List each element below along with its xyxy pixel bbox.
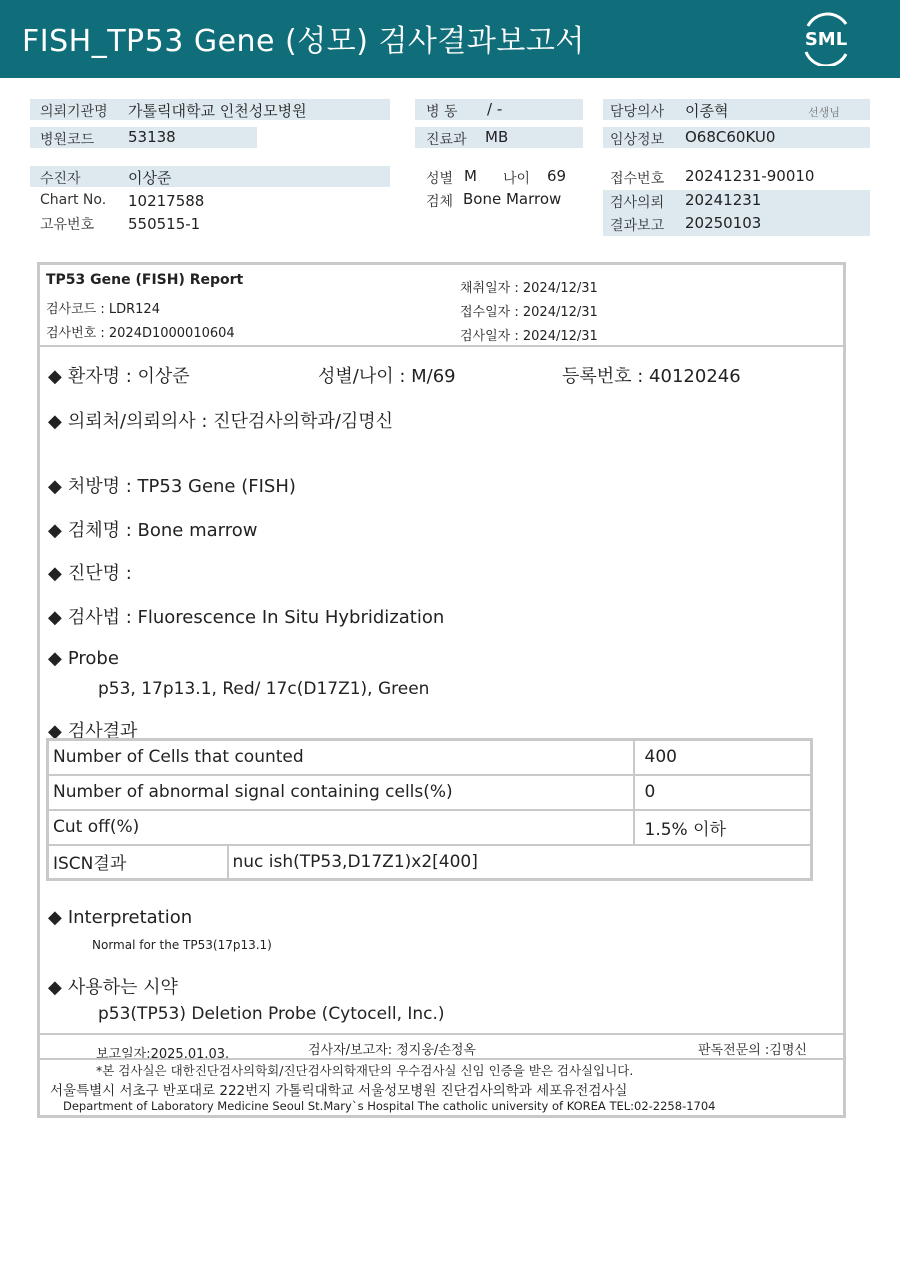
- iscn-label: ISCN결과: [48, 845, 228, 880]
- receipt-no-label: 접수번호: [610, 171, 665, 187]
- diamond-bullet-icon: ◆: [48, 366, 62, 387]
- referrer-line: [48, 407, 393, 433]
- abnormal-cells-label: Number of abnormal signal containing cells(%): [48, 775, 634, 810]
- request-value: 20241231: [685, 191, 762, 209]
- registration-no: 등록번호 : 40120246: [562, 366, 741, 387]
- probe-heading-line: [48, 648, 119, 669]
- diamond-bullet-icon: ◆: [48, 907, 62, 928]
- diamond-bullet-icon: ◆: [48, 476, 62, 497]
- collect-date: 채취일자 : 2024/12/31: [460, 281, 598, 296]
- report-date: 보고일자:2025.01.03.: [96, 1047, 230, 1062]
- receipt-no-value: 20241231-90010: [685, 167, 815, 185]
- prescription: 처방명 : TP53 Gene (FISH): [67, 476, 296, 497]
- sex-value: M: [464, 167, 477, 185]
- doctor-value: 이종혁: [685, 102, 729, 120]
- hospital-code-value: 53138: [128, 128, 176, 146]
- diamond-bullet-icon: ◆: [48, 607, 62, 628]
- report-body: [37, 262, 846, 1118]
- results-table: [46, 738, 813, 881]
- page-title: FISH_TP53 Gene (성모) 검사결과보고서: [22, 24, 585, 59]
- test-no: 검사번호 : 2024D1000010604: [46, 326, 235, 341]
- method: 검사법 : Fluorescence In Situ Hybridization: [67, 607, 445, 628]
- institution-label: 의뢰기관명: [40, 104, 108, 120]
- sex-label: 성별: [426, 171, 454, 187]
- diamond-bullet-icon: ◆: [48, 721, 62, 742]
- cutoff-label: Cut off(%): [48, 810, 634, 845]
- test-code: 검사코드 : LDR124: [46, 302, 160, 317]
- table-row: [48, 810, 812, 845]
- report-header: [40, 265, 843, 347]
- diagnosis: 진단명 :: [67, 563, 132, 584]
- certification-note: *본 검사실은 대한진단검사의학회/진단검사의학재단의 우수검사실 신임 인증을 받은 검사실입니다.: [96, 1063, 634, 1078]
- ward-value: / -: [487, 100, 503, 118]
- cells-counted-label: Number of Cells that counted: [48, 740, 634, 775]
- diamond-bullet-icon: ◆: [48, 977, 62, 998]
- diamond-bullet-icon: ◆: [48, 520, 62, 541]
- iscn-value: nuc ish(TP53,D17Z1)x2[400]: [228, 845, 812, 880]
- results-heading: 검사결과: [67, 721, 138, 742]
- test-date: 검사일자 : 2024/12/31: [460, 329, 598, 344]
- footer-divider: [40, 1033, 843, 1035]
- patient-name-line: [48, 362, 190, 388]
- table-row: [48, 845, 812, 880]
- referrer: 의뢰처/의뢰의사 : 진단검사의학과/김명신: [67, 411, 394, 432]
- diamond-bullet-icon: ◆: [48, 648, 62, 669]
- result-report-value: 20250103: [685, 214, 762, 232]
- logo-text: SML: [804, 29, 848, 50]
- method-line: [48, 603, 444, 629]
- interpretation-heading: Interpretation: [67, 907, 193, 928]
- reagent-heading-line: [48, 973, 178, 999]
- prescription-line: [48, 472, 296, 498]
- age-value: 69: [547, 167, 567, 185]
- address-korean: 서울특별시 서초구 반포대로 222번지 가톨릭대학교 서울성모병원 진단검사의학과 세포유전검사실: [50, 1083, 628, 1099]
- sex-age: 성별/나이 : M/69: [318, 366, 456, 387]
- diamond-bullet-icon: ◆: [48, 411, 62, 432]
- ward-label: 병 동: [426, 104, 458, 120]
- institution-value: 가톨릭대학교 인천성모병원: [128, 102, 307, 120]
- cells-counted-value: 400: [634, 740, 812, 775]
- footer-divider: [40, 1058, 843, 1060]
- address-english: Department of Laboratory Medicine Seoul St.Mary`s Hospital The catholic university of KOREA TEL:02-2258-1704: [63, 1099, 716, 1113]
- doctor-label: 담당의사: [610, 104, 665, 120]
- doctor-suffix: 선생님: [808, 106, 840, 119]
- diamond-bullet-icon: ◆: [48, 563, 62, 584]
- dept-value: MB: [485, 128, 509, 146]
- cutoff-value: 1.5% 이하: [634, 810, 812, 845]
- probe-text: p53, 17p13.1, Red/ 17c(D17Z1), Green: [98, 679, 430, 699]
- specimen-value: Bone Marrow: [463, 190, 562, 208]
- interpretation-heading-line: [48, 907, 192, 928]
- patient-box: [30, 166, 390, 187]
- probe-heading: Probe: [67, 648, 119, 669]
- hospital-code-label: 병원코드: [40, 132, 95, 148]
- specimen-line: [48, 516, 257, 542]
- result-report-label: 결과보고: [610, 218, 665, 234]
- dept-label: 진료과: [426, 132, 467, 148]
- reagent-heading: 사용하는 시약: [67, 977, 178, 998]
- patient-value: 이상준: [128, 169, 172, 187]
- table-row: [48, 740, 812, 775]
- specimen-label: 검체: [426, 194, 454, 210]
- diagnosis-line: [48, 559, 132, 585]
- table-row: [48, 775, 812, 810]
- clinical-value: O68C60KU0: [685, 128, 776, 146]
- report-title: TP53 Gene (FISH) Report: [46, 272, 244, 288]
- request-label: 검사의뢰: [610, 195, 665, 211]
- reagent-text: p53(TP53) Deletion Probe (Cytocell, Inc.): [98, 1004, 445, 1024]
- age-label: 나이: [503, 171, 531, 187]
- unique-no-label: 고유번호: [40, 217, 95, 233]
- patient-name: 환자명 : 이상준: [67, 366, 190, 387]
- tester: 검사자/보고자: 정지웅/손정옥: [308, 1043, 476, 1058]
- page-header: [0, 0, 900, 78]
- sml-logo-icon: [796, 12, 856, 66]
- chart-no-value: 10217588: [128, 192, 205, 210]
- chart-no-label: Chart No.: [40, 192, 107, 208]
- receive-date: 접수일자 : 2024/12/31: [460, 305, 598, 320]
- clinical-label: 임상정보: [610, 132, 665, 148]
- unique-no-value: 550515-1: [128, 215, 201, 233]
- specimen-name: 검체명 : Bone marrow: [67, 520, 258, 541]
- interpretation-text: Normal for the TP53(17p13.1): [92, 938, 272, 952]
- abnormal-cells-value: 0: [634, 775, 812, 810]
- patient-label: 수진자: [40, 171, 81, 187]
- specialist: 판독전문의 :김명신: [698, 1043, 807, 1058]
